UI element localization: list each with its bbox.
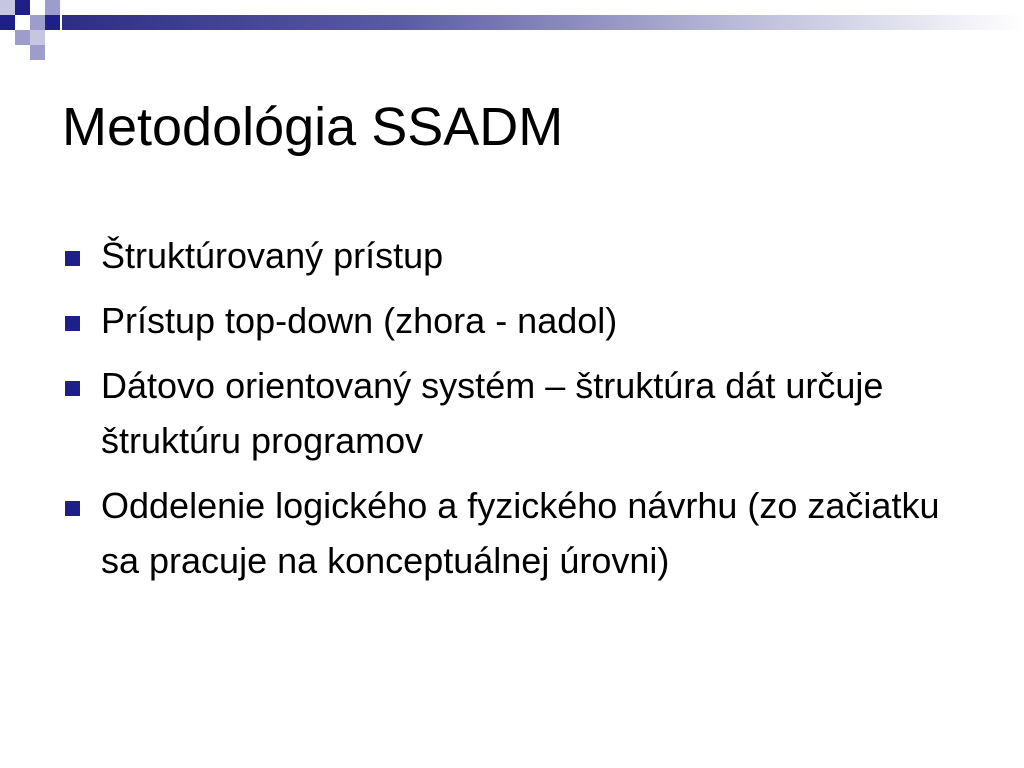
decor-square (0, 15, 15, 30)
decor-square (45, 0, 60, 15)
header-decoration (0, 0, 1024, 62)
decor-square (15, 30, 30, 45)
decor-square (0, 30, 15, 45)
decor-square (30, 0, 45, 15)
square-bullet-icon (65, 251, 80, 266)
decor-square (30, 45, 45, 60)
decor-square (30, 30, 45, 45)
decor-square (45, 15, 60, 30)
decor-square (15, 15, 30, 30)
decor-square (30, 15, 45, 30)
header-gradient-bar (62, 15, 1024, 30)
bullet-text: Prístup top-down (zhora - nadol) (101, 300, 618, 341)
bullet-text: Oddelenie logického a fyzického návrhu (zo začiatku sa pracuje na konceptuálnej úrovni) (101, 485, 940, 581)
bullet-item (62, 228, 972, 283)
decor-square (0, 0, 15, 15)
square-bullet-icon (65, 381, 80, 396)
slide-title: Metodológia SSADM (62, 97, 564, 157)
bullet-list (62, 228, 972, 598)
bullet-text: Dátovo orientovaný systém – štruktúra dát určuje štruktúru programov (101, 365, 884, 461)
decor-square (15, 0, 30, 15)
bullet-item (62, 478, 972, 588)
bullet-text: Štruktúrovaný prístup (101, 235, 444, 276)
bullet-item (62, 293, 972, 348)
square-bullet-icon (65, 316, 80, 331)
bullet-item (62, 358, 972, 468)
square-bullet-icon (65, 501, 80, 516)
